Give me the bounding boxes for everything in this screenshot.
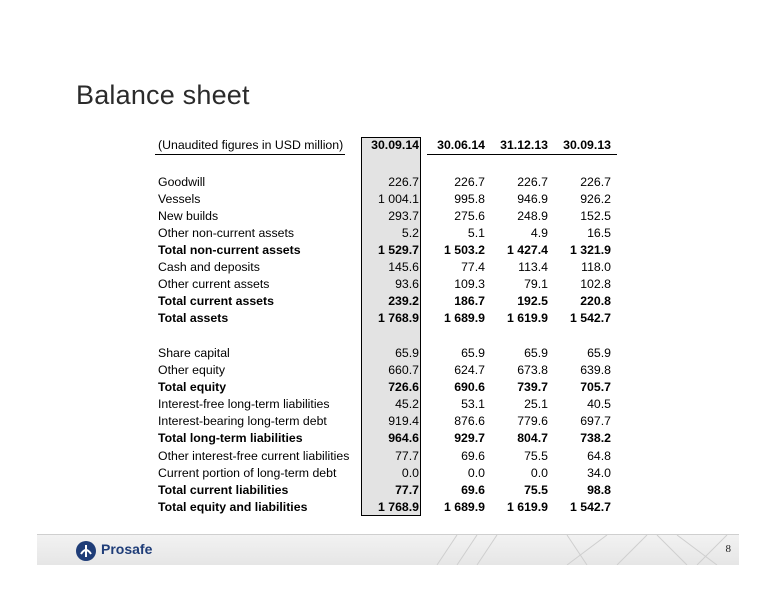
- cell-value: 660.7: [388, 363, 419, 377]
- cell-value: 40.5: [587, 397, 611, 411]
- cell-value: 65.9: [461, 346, 485, 360]
- table-row: [155, 362, 617, 379]
- column-header: 30.09.14: [371, 138, 419, 152]
- footer-bar: [37, 534, 739, 565]
- row-label: Total current assets: [158, 294, 274, 308]
- cell-value: 926.2: [580, 191, 611, 206]
- header-underline: [155, 154, 345, 155]
- cell-value: 739.7: [517, 380, 548, 394]
- cell-value: 239.2: [388, 294, 419, 308]
- row-label: Share capital: [158, 346, 230, 360]
- page-title: Balance sheet: [76, 80, 250, 110]
- row-label: Other equity: [158, 363, 225, 377]
- row-label: Total equity: [158, 380, 227, 394]
- table-row: [155, 310, 617, 327]
- header-underline: [427, 154, 617, 155]
- cell-value: 1 689.9: [443, 500, 485, 514]
- cell-value: 0.0: [401, 466, 419, 480]
- cell-value: 1 427.4: [506, 242, 548, 257]
- cell-value: 1 542.7: [569, 311, 611, 325]
- row-label: Cash and deposits: [158, 260, 260, 274]
- cell-value: 964.6: [388, 431, 419, 445]
- table-row: [155, 430, 617, 447]
- row-label: Total long-term liabilities: [158, 431, 303, 445]
- table-row: [155, 174, 617, 191]
- column-header: 30.06.14: [437, 138, 485, 152]
- table-row: [155, 448, 617, 465]
- cell-value: 995.8: [454, 191, 485, 206]
- cell-value: 1 503.2: [443, 242, 485, 257]
- cell-value: 98.8: [587, 483, 611, 497]
- cell-value: 1 321.9: [569, 242, 611, 257]
- cell-value: 65.9: [587, 346, 611, 360]
- cell-value: 0.0: [467, 466, 485, 480]
- cell-value: 919.4: [388, 414, 419, 428]
- cell-value: 69.6: [461, 449, 485, 463]
- table-row: [155, 396, 617, 413]
- cell-value: 5.2: [401, 225, 419, 240]
- row-label: Other interest-free current liabilities: [158, 449, 350, 463]
- page-number: 8: [725, 543, 731, 555]
- row-label: New builds: [158, 208, 219, 223]
- cell-value: 64.8: [587, 449, 611, 463]
- cell-value: 79.1: [524, 277, 548, 291]
- table-row: [155, 465, 617, 482]
- row-label: Total non-current assets: [158, 242, 301, 257]
- table-row: [155, 225, 617, 242]
- table-row: [155, 259, 617, 276]
- cell-value: 726.6: [388, 380, 419, 394]
- cell-value: 34.0: [587, 466, 611, 480]
- cell-value: 113.4: [518, 260, 548, 274]
- cell-value: 1 689.9: [443, 311, 485, 325]
- cell-value: 77.7: [395, 483, 419, 497]
- cell-value: 1 529.7: [377, 242, 419, 257]
- footer-decoration: [417, 535, 737, 565]
- cell-value: 690.6: [454, 380, 485, 394]
- prosafe-logo-icon: [75, 540, 97, 562]
- unit-label: (Unaudited figures in USD million): [158, 138, 344, 152]
- row-label: Interest-bearing long-term debt: [158, 414, 327, 428]
- cell-value: 929.7: [454, 431, 485, 445]
- cell-value: 275.6: [454, 208, 485, 223]
- row-label: Current portion of long-term debt: [158, 466, 337, 480]
- cell-value: 65.9: [395, 346, 419, 360]
- cell-value: 1 768.9: [377, 311, 419, 325]
- cell-value: 25.1: [524, 397, 548, 411]
- cell-value: 946.9: [517, 191, 548, 206]
- cell-value: 93.6: [395, 277, 419, 291]
- cell-value: 1 004.1: [377, 191, 419, 206]
- cell-value: 248.9: [517, 208, 548, 223]
- row-label: Other current assets: [158, 277, 270, 291]
- table-row: [155, 413, 617, 430]
- cell-value: 65.9: [524, 346, 548, 360]
- row-label: Other non-current assets: [158, 225, 295, 240]
- table-row: [155, 293, 617, 310]
- table-row: [155, 499, 617, 516]
- cell-value: 45.2: [395, 397, 419, 411]
- cell-value: 102.8: [580, 277, 611, 291]
- cell-value: 697.7: [580, 414, 611, 428]
- cell-value: 0.0: [530, 466, 548, 480]
- cell-value: 624.7: [454, 363, 485, 377]
- cell-value: 1 619.9: [506, 311, 548, 325]
- table-header-row: [155, 137, 617, 154]
- table-row: [155, 379, 617, 396]
- cell-value: 705.7: [580, 380, 611, 394]
- cell-value: 293.7: [388, 208, 419, 223]
- table-row: [155, 482, 617, 499]
- cell-value: 4.9: [530, 225, 548, 240]
- table-row: [155, 345, 617, 362]
- table-row: [155, 242, 617, 259]
- cell-value: 16.5: [587, 225, 611, 240]
- brand-name: Prosafe: [101, 541, 153, 557]
- cell-value: 53.1: [461, 397, 485, 411]
- row-label: Total assets: [158, 311, 229, 325]
- cell-value: 226.7: [517, 174, 548, 189]
- row-label: Total equity and liabilities: [158, 500, 308, 514]
- table-row: [155, 208, 617, 225]
- cell-value: 69.6: [461, 483, 485, 497]
- cell-value: 77.4: [461, 260, 485, 274]
- cell-value: 1 768.9: [377, 500, 419, 514]
- cell-value: 192.5: [517, 294, 548, 308]
- balance-sheet-table: [155, 137, 617, 517]
- cell-value: 118.0: [581, 260, 611, 274]
- row-label: Vessels: [158, 191, 201, 206]
- cell-value: 75.5: [524, 449, 548, 463]
- cell-value: 186.7: [454, 294, 485, 308]
- row-label: Interest-free long-term liabilities: [158, 397, 330, 411]
- column-header: 31.12.13: [500, 138, 548, 152]
- cell-value: 226.7: [580, 174, 611, 189]
- cell-value: 77.7: [395, 449, 419, 463]
- cell-value: 738.2: [580, 431, 611, 445]
- cell-value: 152.5: [580, 208, 611, 223]
- cell-value: 226.7: [454, 174, 485, 189]
- cell-value: 804.7: [517, 431, 548, 445]
- cell-value: 639.8: [580, 363, 611, 377]
- cell-value: 779.6: [517, 414, 548, 428]
- row-label: Goodwill: [158, 174, 206, 189]
- cell-value: 5.1: [467, 225, 485, 240]
- row-label: Total current liabilities: [158, 483, 289, 497]
- table-row: [155, 276, 617, 293]
- column-header: 30.09.13: [563, 138, 611, 152]
- cell-value: 1 542.7: [569, 500, 611, 514]
- table-row: [155, 191, 617, 208]
- cell-value: 220.8: [580, 294, 611, 308]
- cell-value: 75.5: [524, 483, 548, 497]
- cell-value: 673.8: [517, 363, 548, 377]
- cell-value: 226.7: [388, 174, 419, 189]
- cell-value: 876.6: [454, 414, 485, 428]
- cell-value: 1 619.9: [506, 500, 548, 514]
- cell-value: 145.6: [388, 260, 419, 274]
- cell-value: 109.3: [454, 277, 485, 291]
